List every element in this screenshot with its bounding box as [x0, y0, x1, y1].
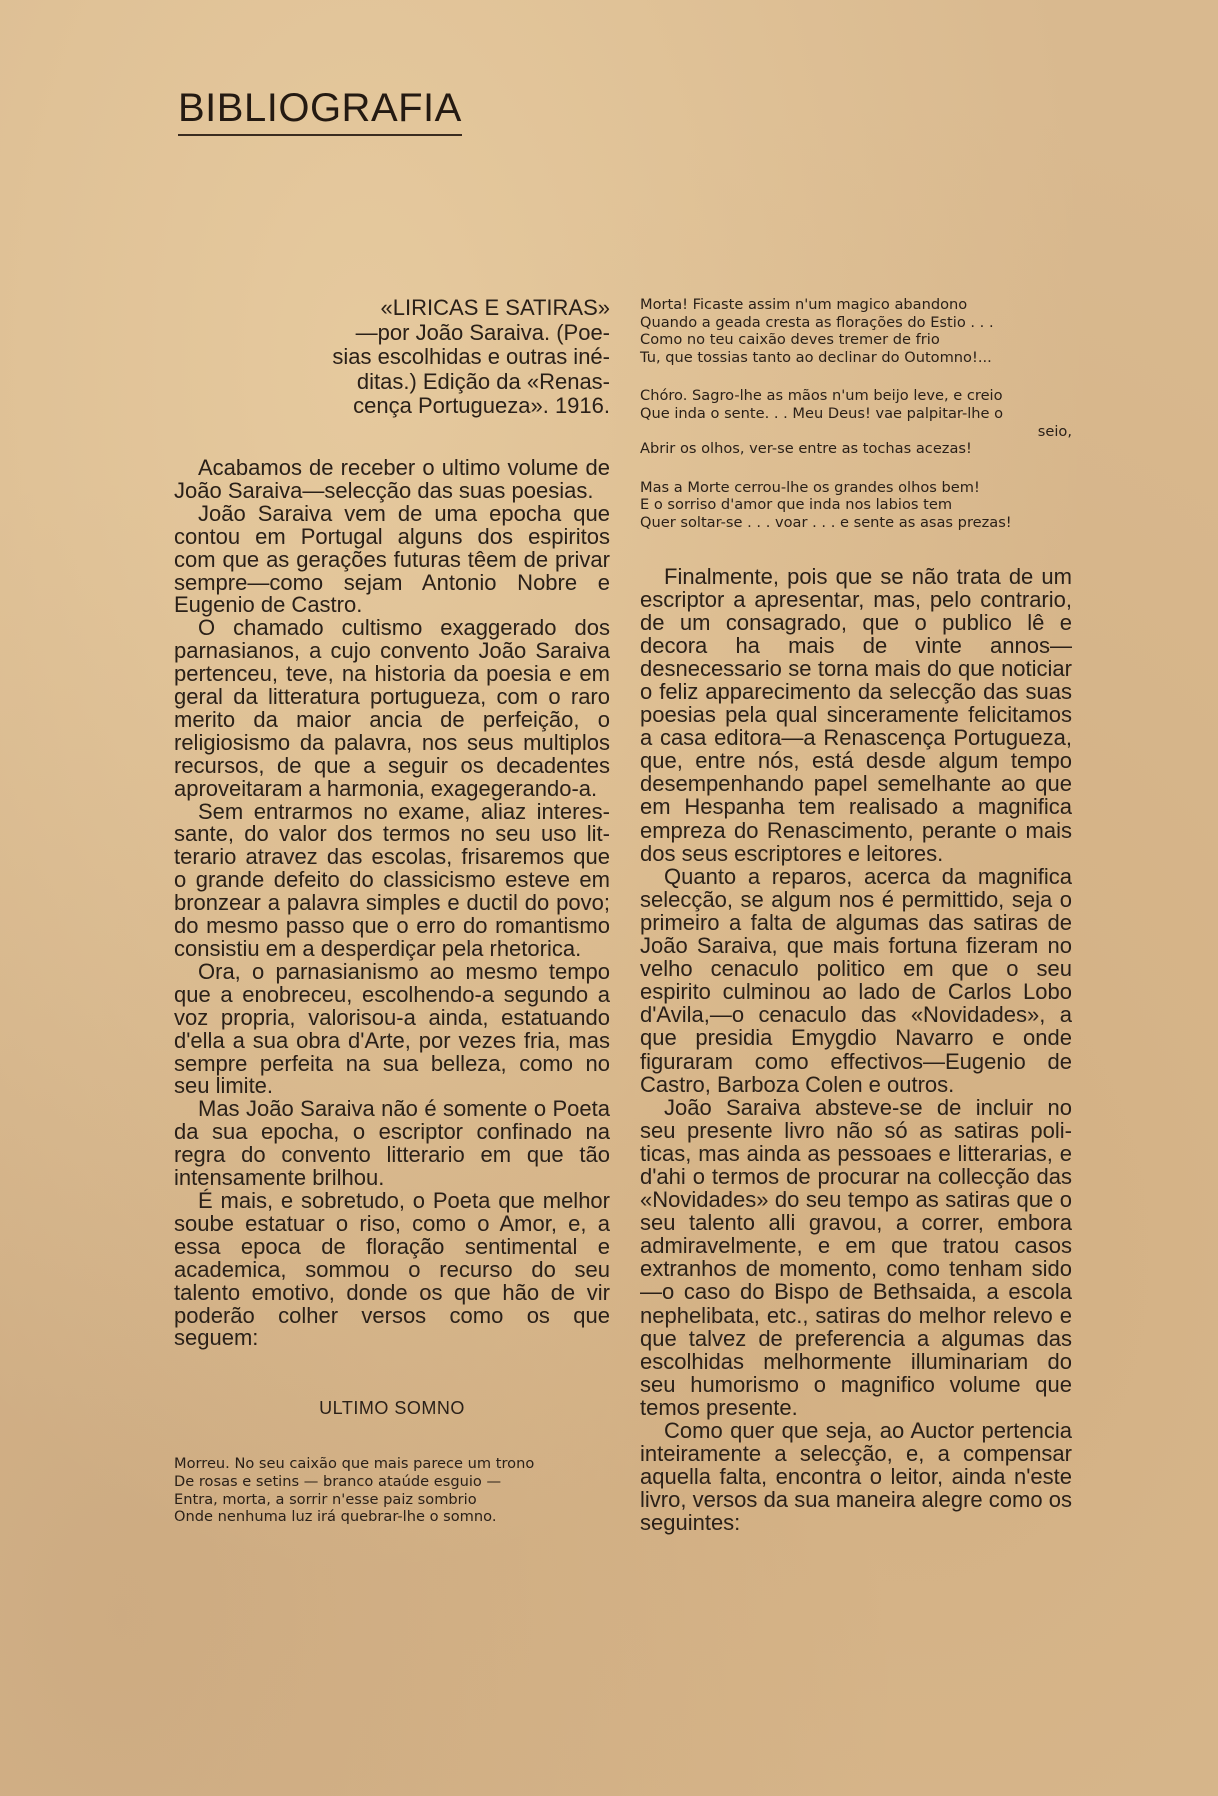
body-paragraph: Ora, o parnasianismo ao mesmo tempo que a enobreceu, escolhendo-a segundo a voz propria, valorisou-a ainda, estatuando d'ella a sua obra d'Arte, por vezes fria, mas sempre perfeita na sua belleza, como no seu limite. — [174, 958, 610, 1099]
body-paragraph: Mas João Saraiva não é somente o Poeta da sua epocha, o escriptor confinado na regra do convento litterario em que tão intensamente brilhou. — [174, 1096, 610, 1191]
verse-line: Entra, morta, a sorrir n'esse paiz sombrio — [174, 1490, 477, 1508]
poem-stanza — [640, 479, 1072, 532]
right-paragraphs — [640, 565, 1072, 1535]
body-paragraph: Como quer que seja, ao Auctor pertencia inteiramente a selecção, e, a compensar aquella falta, encontra o leitor, ainda n'este livro, versos da sua maneira alegre como os seguintes: — [640, 1418, 1072, 1536]
verse-line: Abrir os olhos, ver-se entre as tochas acezas! — [640, 440, 972, 458]
verse-line: Onde nenhuma luz irá quebrar-lhe o somno. — [174, 1508, 497, 1526]
verse-line: seio, — [1037, 422, 1072, 440]
review-title-line: sias escolhidas e outras iné- — [332, 344, 610, 370]
verse-line: Mas a Morte cerrou-lhe os grandes olhos bem! — [640, 478, 980, 496]
review-title-line: cença Portugueza». 1916. — [353, 393, 610, 419]
verse-line: E o sorriso d'amor que inda nos labios tem — [640, 496, 953, 514]
poem-title: ULTIMO SOMNO — [319, 1398, 465, 1419]
page-heading: BIBLIOGRAFIA — [178, 86, 462, 136]
body-paragraph: Acabamos de receber o ultimo volume de João Saraiva—selecção das suas poesias. — [174, 454, 610, 503]
review-title — [274, 296, 610, 419]
verse-line: Que inda o sente. . . Meu Deus! vae palpitar-lhe o — [640, 404, 1004, 422]
body-paragraph: Quanto a reparos, acerca da magnifica selecção, se algum nos é permittido, seja o primeiro a falta de algumas das satiras de João Saraiva, que mais fortuna fizeram no velho cenaculo politico em que o seu espirito culminou ao lado de Carlos Lobo d'Avila,—o cenaculo das «Novidades», a que presidia Emygdio Navarro e onde figuraram como effectivos—Eugenio de Castro, Barboza Colen e outros. — [640, 863, 1072, 1097]
right-column — [640, 296, 1072, 1534]
poem-stanza — [174, 1455, 610, 1525]
verse-line: Como no teu caixão deves tremer de frio — [640, 331, 940, 349]
verse-line: Morta! Ficaste assim n'um magico abandono — [640, 296, 968, 313]
verse-line: Chóro. Sagro-lhe as mãos n'um beijo leve, e creio — [640, 387, 1003, 405]
body-paragraph: Finalmente, pois que se não trata de um escriptor a apresentar, mas, pelo contrario, de um consagrado, que o publico lê e decora ha mais de vinte annos—desnecessario se torna mais do que noticiar o feliz apparecimento da selecção das suas poesias pela qual sinceramente felicitamos a casa editora—a Renascença Portugueza, que, entre nós, está desde algum tempo desempenhando papel semelhante ao que em Hespanha tem realisado a magnifica empreza do Renascimento, perante o mais dos seus escriptores e leitores. — [640, 563, 1072, 866]
review-title-line: —por João Saraiva. (Poe- — [355, 319, 610, 345]
body-paragraph: Sem entrarmos no exame, aliaz interessante, do valor dos termos no seu uso litterario atravez das escolas, frisaremos que o grande defeito do classicismo esteve em bronzear a palavra simples e ductil do povo; do mesmo passo que o erro do romantismo consistiu em a desperdiçar pela rhetorica. — [174, 798, 610, 961]
verse-line: De rosas e setins — branco ataúde esguio — — [174, 1472, 502, 1490]
review-title-line: «LIRICAS E SATIRAS» — [380, 295, 610, 320]
body-paragraph: João Saraiva vem de uma epocha que contou em Portugal alguns dos espiritos com que as gerações futuras têem de privar sempre—como sejam Antonio Nobre e Eugenio de Castro. — [174, 500, 610, 618]
review-title-line: ditas.) Edição da «Renas- — [356, 368, 610, 394]
body-paragraph: O chamado cultismo exaggerado dos parnasianos, a cujo convento João Saraiva pertenceu, teve, na historia da poesia e em geral da litteratura portugueza, com o raro merito da maior ancia de perfeição, o religiosismo da palavra, nos seus multiplos recursos, de que a seguir os decadentes aproveitaram a harmonia, exagegerando-a. — [174, 615, 610, 801]
poem-stanza — [640, 387, 1072, 457]
poem-stanza — [640, 296, 1072, 366]
verse-line: Morreu. No seu caixão que mais parece um trono — [174, 1455, 535, 1473]
body-paragraph: É mais, e sobretudo, o Poeta que melhor soube estatuar o riso, como o Amor, e, a essa epoca de floração sentimental e academica, sommou o recurso do seu talento emotivo, donde os que hão de vir poderão colher versos como os que seguem: — [174, 1187, 610, 1351]
body-paragraph: João Saraiva absteve-se de incluir no seu presente livro não só as satiras politicas, mas ainda as pessoaes e litterarias, e d'ahi o termos de procurar na collecção das «Novidades» do seu tempo as satiras que o seu talento alli gravou, a correr, embora admiravelmente, e em que tratou casos extranhos de momento, como tenham sido—o caso do Bispo de Bethsaida, a escola nephelibata, etc., satiras do melhor relevo e que talvez de preferencia a algumas das escolhidas melhormente illuminariam do seu humorismo o magnifico volume que temos presente. — [640, 1094, 1072, 1420]
verse-line: Quer soltar-se . . . voar . . . e sente as asas prezas! — [640, 513, 1012, 531]
verse-line: Tu, que tossias tanto ao declinar do Outomno!... — [640, 348, 992, 366]
left-column — [174, 296, 610, 1547]
verse-line: Quando a geada cresta as florações do Estio . . . — [640, 313, 994, 331]
